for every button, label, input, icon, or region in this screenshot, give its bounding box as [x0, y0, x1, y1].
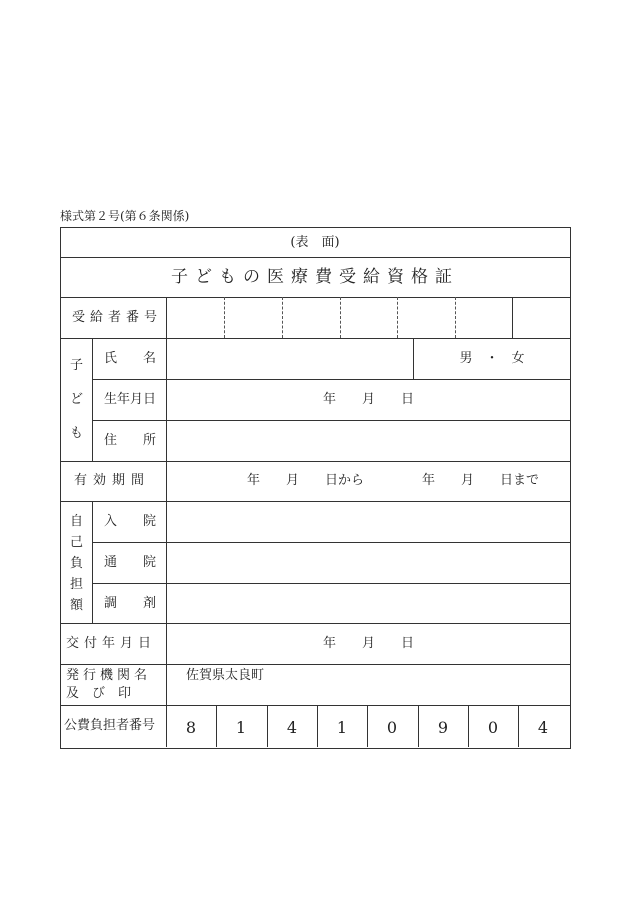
- certificate-title: 子どもの医療費受給資格証: [171, 267, 459, 287]
- payer-number-label: 公費負担者番号: [64, 718, 156, 733]
- recipient-number-field[interactable]: [167, 298, 512, 338]
- copay-group-char-2: 己: [70, 535, 84, 550]
- recipient-number-label: 受給者番号: [72, 310, 163, 325]
- validity-label: 有効期間: [74, 473, 151, 488]
- issue-date-label: 交付年月日: [66, 636, 157, 651]
- address-field[interactable]: [167, 421, 570, 461]
- payer-digit-3: 4: [286, 718, 298, 737]
- issuer-label-2: 及 び 印: [66, 686, 132, 701]
- payer-digit-8: 4: [537, 718, 549, 737]
- copay-group-char-4: 担: [70, 577, 84, 592]
- payer-digit-5: 0: [386, 718, 398, 737]
- copay-group-char-5: 額: [70, 598, 84, 613]
- issuer-value: 佐賀県太良町: [186, 668, 265, 683]
- issue-date-field[interactable]: 年 月 日: [322, 636, 414, 651]
- birthdate-field[interactable]: 年 月 日: [322, 392, 414, 407]
- pharmacy-label: 調 剤: [104, 596, 157, 611]
- outpatient-field[interactable]: [167, 543, 570, 583]
- name-label: 氏 名: [104, 351, 157, 366]
- name-field[interactable]: [167, 339, 413, 379]
- child-group-char-3: も: [70, 426, 84, 441]
- payer-digit-7: 0: [487, 718, 499, 737]
- issuer-label-1: 発行機関名: [66, 668, 152, 683]
- side-label: (表 面): [290, 235, 340, 250]
- form-label: 様式第２号(第６条関係): [60, 209, 190, 223]
- inpatient-field[interactable]: [167, 502, 570, 542]
- payer-digit-1: 8: [185, 718, 197, 737]
- gender-options[interactable]: 男 ・ 女: [459, 351, 525, 366]
- payer-digit-4: 1: [336, 718, 348, 737]
- validity-from[interactable]: 年 月 日から: [247, 473, 365, 488]
- child-group-char-1: 子: [70, 358, 84, 373]
- pharmacy-field[interactable]: [167, 584, 570, 623]
- child-group-char-2: ど: [70, 392, 84, 407]
- outpatient-label: 通 院: [104, 555, 157, 570]
- payer-digit-2: 1: [235, 718, 247, 737]
- payer-digit-6: 9: [437, 718, 449, 737]
- address-label: 住 所: [104, 433, 157, 448]
- copay-group-char-1: 自: [70, 514, 84, 529]
- birthdate-label: 生年月日: [104, 392, 157, 407]
- inpatient-label: 入 院: [104, 514, 157, 529]
- validity-to[interactable]: 年 月 日まで: [422, 473, 540, 488]
- copay-group-char-3: 負: [70, 556, 84, 571]
